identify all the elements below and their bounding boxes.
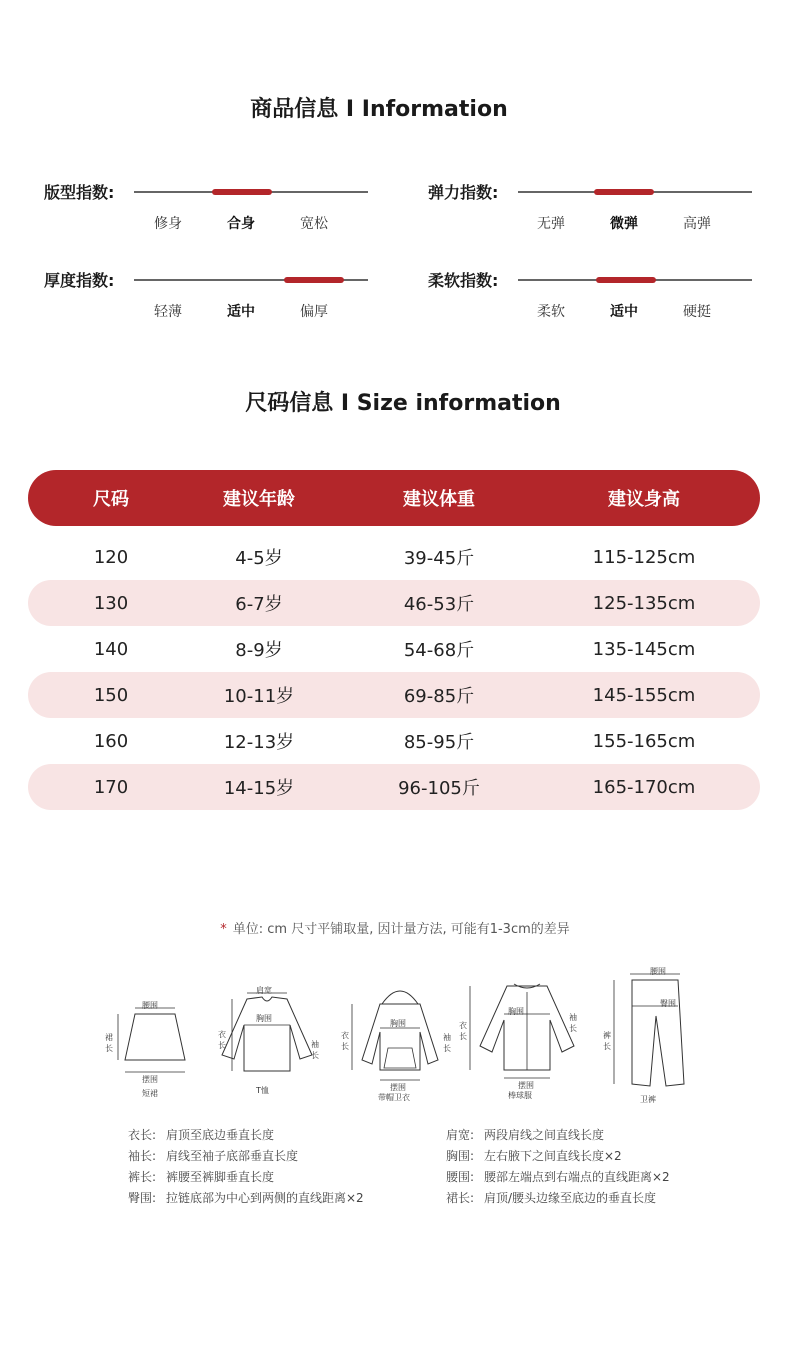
definition-key: 腰围:	[446, 1170, 475, 1184]
size-table	[28, 470, 760, 810]
joggers-name: 卫裤	[640, 1095, 656, 1104]
skirt-waist-label: 腰围	[142, 1001, 158, 1010]
definition-key: 臀围:	[128, 1191, 157, 1205]
definition-item	[128, 1147, 364, 1168]
size-table-header	[28, 470, 760, 526]
cell-age: 6-7岁	[235, 594, 283, 615]
tshirt-chest-label: 胸围	[256, 1014, 272, 1023]
joggers-length-label: 裤长	[603, 1031, 611, 1051]
cell-weight: 85-95斤	[403, 732, 475, 753]
cell-height: 145-155cm	[592, 684, 696, 706]
tshirt-shoulder-label: 肩宽	[256, 986, 272, 995]
header-weight: 建议体重	[403, 489, 475, 510]
definition-value: 肩线至袖子底部垂直长度	[166, 1149, 299, 1163]
index-marker	[594, 189, 654, 195]
table-row	[28, 626, 760, 672]
definition-item	[128, 1126, 364, 1147]
definition-key: 裙长:	[446, 1191, 475, 1205]
jacket-length-label: 衣长	[459, 1021, 467, 1041]
index-option: 柔软	[537, 304, 565, 320]
index-option: 偏厚	[300, 304, 328, 320]
definition-item	[446, 1168, 670, 1189]
index-option-selected: 适中	[227, 304, 255, 320]
cell-weight: 54-68斤	[403, 640, 475, 661]
definition-key: 衣长:	[128, 1128, 157, 1142]
definition-key: 肩宽:	[446, 1128, 475, 1142]
header-height: 建议身高	[608, 489, 680, 510]
baseball-jacket-diagram	[459, 974, 592, 1100]
definition-item	[128, 1189, 364, 1210]
hoodie-hem-label: 摆围	[390, 1083, 406, 1092]
index-option-selected: 合身	[227, 216, 255, 232]
measurement-note	[0, 918, 790, 937]
definition-value: 两段肩线之间直线长度	[484, 1128, 605, 1142]
measurement-definitions-right	[446, 1126, 670, 1210]
cell-weight: 96-105斤	[398, 778, 480, 799]
note-text: 单位: cm 尺寸平铺取量, 因计量方法, 可能有1-3cm的差异	[232, 922, 570, 937]
cell-height: 135-145cm	[592, 638, 696, 660]
jacket-sleeve-label: 袖长	[569, 1013, 577, 1033]
joggers-icon	[600, 966, 700, 1106]
asterisk-icon: *	[220, 922, 227, 937]
index-label: 柔软指数:	[428, 271, 499, 290]
cell-age: 8-9岁	[235, 640, 283, 661]
tshirt-name: T恤	[256, 1086, 269, 1095]
skirt-diagram	[100, 1000, 210, 1100]
softness-index	[428, 268, 768, 328]
index-track	[518, 191, 752, 193]
garment-diagrams	[100, 960, 700, 1110]
cell-size: 140	[93, 638, 129, 660]
header-size: 尺码	[93, 489, 129, 510]
size-table-body	[28, 534, 760, 810]
jacket-name: 棒球服	[508, 1091, 532, 1100]
definition-value: 拉链底部为中心到两侧的直线距离×2	[166, 1191, 364, 1205]
table-row	[28, 672, 760, 718]
cell-weight: 46-53斤	[403, 594, 475, 615]
cell-size: 120	[93, 546, 129, 568]
index-marker	[212, 189, 272, 195]
index-marker	[284, 277, 344, 283]
tshirt-length-label: 衣长	[218, 1030, 226, 1050]
index-option: 轻薄	[154, 304, 182, 320]
joggers-diagram	[600, 966, 700, 1106]
index-track	[518, 279, 752, 281]
index-option-selected: 微弹	[610, 216, 638, 232]
index-marker	[596, 277, 656, 283]
cell-age: 14-15岁	[223, 778, 295, 799]
fit-index	[44, 180, 384, 240]
skirt-hem-label: 摆围	[142, 1075, 158, 1084]
cell-weight: 39-45斤	[403, 548, 475, 569]
index-track	[134, 191, 368, 193]
header-age: 建议年龄	[223, 489, 295, 510]
hoodie-sleeve-label: 袖长	[443, 1033, 451, 1053]
cell-size: 130	[93, 592, 129, 614]
table-row	[28, 580, 760, 626]
product-info-title: 商品信息 I Information	[250, 97, 508, 122]
cell-height: 115-125cm	[592, 546, 696, 568]
cell-age: 10-11岁	[223, 686, 295, 707]
cell-age: 12-13岁	[223, 732, 295, 753]
hoodie-diagram	[340, 982, 460, 1100]
elasticity-index	[428, 180, 768, 240]
cell-height: 155-165cm	[592, 730, 696, 752]
index-label: 版型指数:	[44, 183, 115, 202]
tshirt-sleeve-label: 袖长	[311, 1040, 319, 1060]
joggers-hip-label: 臀围	[660, 999, 676, 1008]
joggers-waist-label: 腰围	[650, 967, 666, 976]
measurement-definitions-left	[128, 1126, 364, 1210]
index-option: 修身	[154, 216, 182, 232]
table-row	[28, 534, 760, 580]
skirt-name: 短裙	[142, 1089, 158, 1098]
cell-height: 165-170cm	[592, 776, 696, 798]
index-option: 宽松	[300, 216, 328, 232]
definition-item	[446, 1126, 670, 1147]
definition-value: 肩顶至底边垂直长度	[166, 1128, 275, 1142]
cell-size: 170	[93, 776, 129, 798]
jacket-hem-label: 摆围	[518, 1081, 534, 1090]
cell-age: 4-5岁	[235, 548, 283, 569]
skirt-icon	[100, 1000, 210, 1100]
definition-key: 胸围:	[446, 1149, 475, 1163]
cell-weight: 69-85斤	[403, 686, 475, 707]
definition-item	[446, 1189, 670, 1210]
definition-value: 裤腰至裤脚垂直长度	[166, 1170, 275, 1184]
definition-item	[128, 1168, 364, 1189]
cell-size: 160	[93, 730, 129, 752]
table-row	[28, 764, 760, 810]
index-label: 厚度指数:	[44, 271, 115, 290]
index-option: 高弹	[683, 216, 711, 232]
definition-value: 腰部左端点到右端点的直线距离×2	[484, 1170, 670, 1184]
tshirt-diagram	[212, 985, 332, 1100]
definition-key: 袖长:	[128, 1149, 157, 1163]
index-label: 弹力指数:	[428, 183, 499, 202]
hoodie-length-label: 衣长	[341, 1031, 349, 1051]
table-row	[28, 718, 760, 764]
index-option: 硬挺	[683, 304, 711, 320]
skirt-length-label: 裙长	[105, 1033, 113, 1053]
definition-item	[446, 1147, 670, 1168]
index-option: 无弹	[537, 216, 565, 232]
index-option-selected: 适中	[610, 304, 638, 320]
index-track	[134, 279, 368, 281]
jacket-chest-label: 胸围	[508, 1007, 524, 1016]
definition-value: 左右腋下之间直线长度×2	[484, 1149, 622, 1163]
thickness-index	[44, 268, 384, 328]
cell-size: 150	[93, 684, 129, 706]
hoodie-name: 带帽卫衣	[378, 1093, 410, 1102]
cell-height: 125-135cm	[592, 592, 696, 614]
hoodie-chest-label: 胸围	[390, 1019, 406, 1028]
definition-key: 裤长:	[128, 1170, 157, 1184]
definition-value: 肩顶/腰头边缘至底边的垂直长度	[484, 1191, 657, 1205]
size-info-title: 尺码信息 I Size information	[245, 391, 561, 416]
